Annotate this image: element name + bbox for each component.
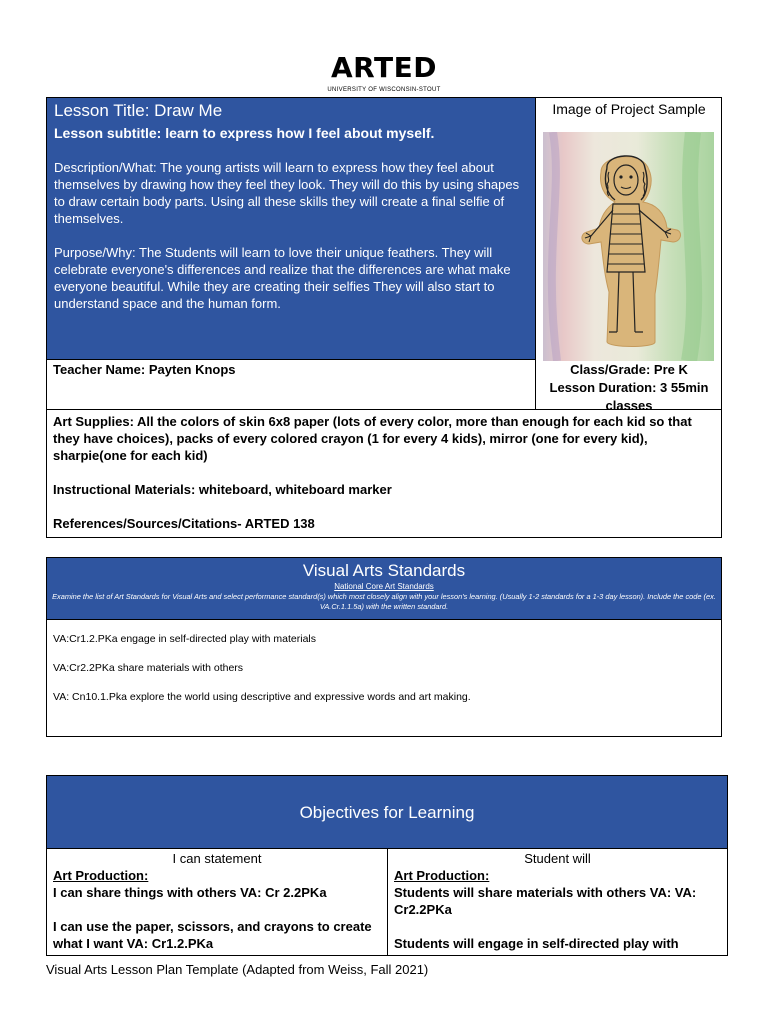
objectives-table	[46, 849, 728, 956]
project-sample-image	[543, 132, 714, 361]
references: References/Sources/Citations- ARTED 138	[53, 516, 315, 531]
project-sample-column	[536, 97, 722, 413]
student-will-column	[387, 849, 727, 955]
standards-list	[46, 620, 722, 737]
objectives-header: Objectives for Learning	[46, 775, 728, 849]
logo-title: ARTED	[331, 51, 437, 84]
class-grade: Class/Grade: Pre K	[570, 362, 688, 377]
lesson-duration: Lesson Duration: 3 55min classes	[549, 380, 709, 413]
lesson-description: Description/What: The young artists will learn to express how they feel about themselves by drawing how they feel they look. They will do this by using shapes to draw certain body parts. Using all these skills they will create a final selfie of themselves.	[54, 160, 520, 226]
page-footer: Visual Arts Lesson Plan Template (Adapted from Weiss, Fall 2021)	[46, 962, 429, 977]
logo-subtitle: UNIVERSITY OF WISCONSIN-STOUT	[327, 87, 441, 93]
standard-item: VA:Cr1.2.PKa engage in self-directed play with materials	[53, 633, 317, 645]
arted-logo	[0, 52, 768, 94]
standards-title: Visual Arts Standards	[302, 561, 466, 580]
art-supplies: Art Supplies: All the colors of skin 6x8 paper (lots of every color, more than enough for each kid so that they have choices), packs of every colored crayon (1 for every 4 kids), mirror (one for every kid), sharpie(one for each kid)	[53, 414, 692, 463]
standards-note: Examine the list of Art Standards for Visual Arts and select performance standard(s) which most closely align with your lesson's learning. (Usually 1-2 standards for a 1-3 day lesson). Include the code (ex. VA.Cr.1.1.5a) with the written standard.	[52, 592, 716, 611]
standards-link[interactable]: National Core Art Standards	[334, 582, 434, 591]
i-can-item: I can share things with others VA: Cr 2.2PKa	[53, 885, 327, 900]
lesson-overview-panel	[46, 97, 536, 360]
student-will-item: Students will share materials with others VA: VA: Cr2.2PKa	[394, 885, 697, 917]
lesson-subtitle: Lesson subtitle: learn to express how I feel about myself.	[54, 125, 435, 141]
i-can-header: I can statement	[172, 851, 262, 866]
art-production-heading: Art Production:	[394, 868, 490, 883]
i-can-item: I can use the paper, scissors, and crayons to create what I want VA: Cr1.2.PKa	[53, 919, 372, 951]
teacher-name: Teacher Name: Payten Knops	[46, 360, 536, 410]
standard-item: VA: Cn10.1.Pka explore the world using descriptive and expressive words and art making.	[53, 691, 471, 703]
class-grade-duration	[536, 361, 722, 415]
student-will-header: Student will	[524, 851, 591, 866]
lesson-purpose: Purpose/Why: The Students will learn to love their unique feathers. They will celebrate everyone's differences and realize that the differences are what make everyone beautiful. While they are creating their selfies They will also start to understand space and the human form.	[54, 245, 511, 311]
standard-item: VA:Cr2.2PKa share materials with others	[53, 662, 244, 674]
art-production-heading: Art Production:	[53, 868, 149, 883]
instructional-materials: Instructional Materials: whiteboard, whiteboard marker	[53, 482, 392, 497]
standards-header	[46, 557, 722, 620]
supplies-cell	[46, 410, 722, 538]
student-will-item: Students will engage in self-directed play with	[394, 936, 679, 951]
i-can-column	[47, 849, 387, 955]
lesson-title: Lesson Title: Draw Me	[54, 101, 223, 120]
project-sample-label: Image of Project Sample	[552, 101, 706, 117]
